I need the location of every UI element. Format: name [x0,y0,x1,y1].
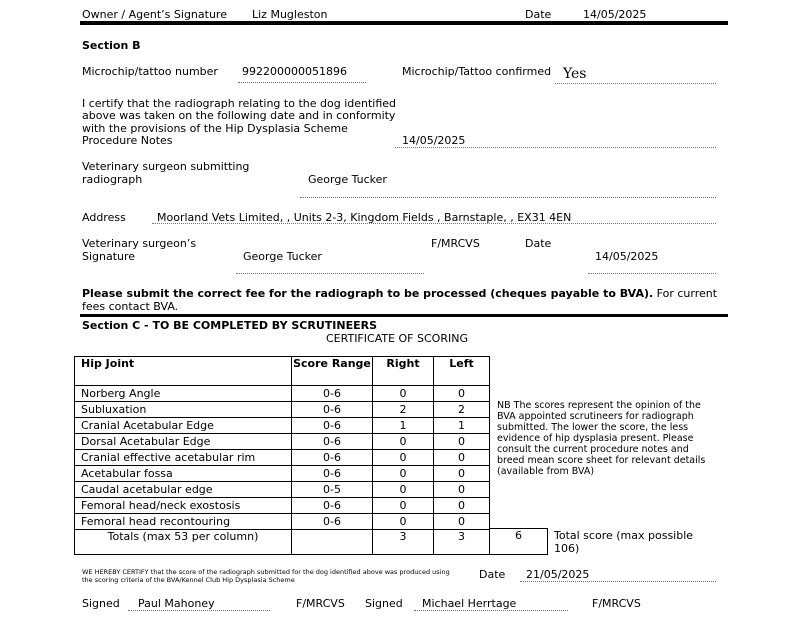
table-header-row [75,357,490,386]
table-row [75,402,490,418]
microchip-label: Microchip/tattoo number [82,65,218,78]
row-right: 2 [373,402,434,418]
microchip-confirmed-value: Yes [563,66,587,82]
certify-text-3: with the provisions of the Hip Dysplasia Scheme [82,122,348,135]
microchip-confirmed-line [555,83,716,84]
address-line [152,223,716,224]
row-right: 0 [373,482,434,498]
row-right: 0 [373,498,434,514]
table-row [75,450,490,466]
signed-line-2 [414,610,568,611]
microchip-line [238,82,366,83]
signed-value-1: Paul Mahoney [138,597,215,610]
signed-fmrcvs-2: F/MRCVS [592,597,641,610]
vet-signature-line [236,273,424,274]
vet-submitting-line [300,197,716,198]
row-joint: Femoral head/neck exostosis [75,498,292,514]
row-right: 0 [373,466,434,482]
header-score-range: Score Range [292,357,373,386]
table-row [75,418,490,434]
row-range: 0-5 [292,482,373,498]
row-right: 1 [373,418,434,434]
nb-note: NB The scores represent the opinion of the BVA appointed scrutineers for radiograph submitted. The lower the score, the less evidence of hip dysplasia present. Please consult the current procedure notes and breed mean score sheet for relevant details (available from BVA) [497,400,706,477]
row-left: 0 [434,482,490,498]
scrutineer-date-line [520,581,716,582]
row-joint: Femoral head recontouring [75,514,292,530]
signed-label-1: Signed [82,597,120,610]
microchip-confirmed-label: Microchip/Tattoo confirmed [402,65,552,78]
vet-date-value: 14/05/2025 [595,250,659,263]
row-right: 0 [373,386,434,402]
vet-submitting-label-2: radiograph [82,173,143,186]
hip-score-table [74,356,490,555]
vet-date-label: Date [525,237,552,250]
signed-value-2: Michael Herrtage [422,597,517,610]
signed-fmrcvs-1: F/MRCVS [296,597,345,610]
certify-text-2: above was taken on the following date and in conformity [82,109,396,122]
total-score-label-2: 106) [554,542,580,555]
row-joint: Norberg Angle [75,386,292,402]
address-label: Address [82,211,126,224]
row-right: 0 [373,434,434,450]
table-row [75,386,490,402]
vet-submitting-label-1: Veterinary surgeon submitting [82,160,250,173]
row-left: 0 [434,386,490,402]
certify-text-4: Procedure Notes [82,134,173,147]
section-divider-b [80,314,728,317]
vet-fmrcvs-label: F/MRCVS [431,237,480,250]
total-right: 3 [373,530,434,555]
radiograph-date-value: 14/05/2025 [402,134,466,147]
scrutineer-date-value: 21/05/2025 [526,568,590,581]
certify-scrutineers-2: the scoring criteria of the BVA/Kennel Club Hip Dysplasia Scheme [82,576,295,584]
row-joint: Subluxation [75,402,292,418]
row-range: 0-6 [292,434,373,450]
owner-date-label: Date [525,8,552,21]
table-row [75,498,490,514]
row-left: 0 [434,498,490,514]
fee-notice [82,287,717,300]
owner-date-value: 14/05/2025 [583,8,647,21]
header-hip-joint: Hip Joint [75,357,292,386]
row-range: 0-6 [292,386,373,402]
microchip-value: 992200000051896 [242,65,347,78]
table-row [75,466,490,482]
vet-submitting-value: George Tucker [308,173,387,186]
row-right: 0 [373,450,434,466]
total-left: 3 [434,530,490,555]
row-joint: Dorsal Acetabular Edge [75,434,292,450]
owner-signature-value: Liz Mugleston [252,8,328,21]
row-range: 0-6 [292,466,373,482]
header-right: Right [373,357,434,386]
certify-scrutineers-1: WE HEREBY CERTIFY that the score of the radiograph submitted for the dog identified above was produced using [82,568,450,576]
section-divider-a [80,21,728,25]
table-row [75,434,490,450]
total-score-label-1: Total score (max possible [554,529,694,542]
row-range: 0-6 [292,402,373,418]
row-left: 0 [434,466,490,482]
table-row [75,514,490,530]
totals-row [75,530,490,555]
radiograph-date-line [395,147,716,148]
row-range: 0-6 [292,450,373,466]
vet-signature-label-1: Veterinary surgeon’s [82,237,197,250]
section-c-title: Section C - TO BE COMPLETED BY SCRUTINEERS [82,319,377,332]
row-range: 0-6 [292,498,373,514]
certify-text-1: I certify that the radiograph relating to the dog identified [82,97,397,110]
row-joint: Caudal acetabular edge [75,482,292,498]
table-row [75,482,490,498]
section-b-title: Section B [82,39,141,52]
row-range: 0-6 [292,514,373,530]
row-left: 0 [434,514,490,530]
row-left: 0 [434,450,490,466]
row-left: 0 [434,434,490,450]
owner-signature-label: Owner / Agent’s Signature [82,8,227,21]
row-left: 1 [434,418,490,434]
row-joint: Cranial Acetabular Edge [75,418,292,434]
totals-label: Totals (max 53 per column) [75,530,292,555]
totals-range-empty [292,530,373,555]
total-score-value: 6 [515,529,522,542]
header-left: Left [434,357,490,386]
total-score-box [489,528,548,555]
signed-label-2: Signed [365,597,403,610]
address-value: Moorland Vets Limited, , Units 2-3, Kingdom Fields , Barnstaple, , EX31 4EN [157,211,572,224]
signed-line-1 [128,610,270,611]
vet-signature-label-2: Signature [82,250,136,263]
row-left: 2 [434,402,490,418]
fee-notice-line2: fees contact BVA. [82,300,179,313]
fee-notice-tail: For current [653,287,718,300]
row-joint: Acetabular fossa [75,466,292,482]
certificate-of-scoring-title: CERTIFICATE OF SCORING [326,332,468,345]
vet-signature-value: George Tucker [243,250,322,263]
scrutineer-date-label: Date [479,568,506,581]
row-right: 0 [373,514,434,530]
row-range: 0-6 [292,418,373,434]
row-joint: Cranial effective acetabular rim [75,450,292,466]
fee-notice-bold: Please submit the correct fee for the radiograph to be processed (cheques payable to BVA). [82,287,654,300]
vet-date-line [588,273,716,274]
